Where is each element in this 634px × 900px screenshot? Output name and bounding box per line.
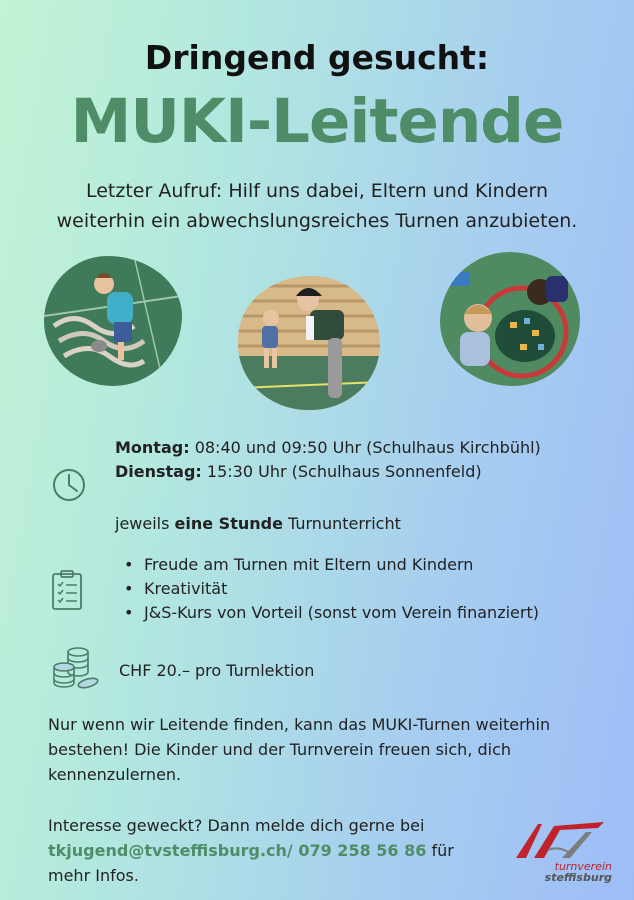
photo-adult-and-child — [238, 276, 380, 410]
duration-bold: eine Stunde — [174, 514, 283, 533]
photo-child-with-rope — [44, 256, 182, 386]
logo-line-2: steffisburg — [544, 871, 612, 884]
schedule-day: Montag: — [115, 438, 190, 457]
contact-email-phone[interactable]: tkjugend@tvsteffisburg.ch/ 079 258 56 86 — [48, 841, 427, 860]
turnverein-logo — [508, 818, 618, 886]
schedule-day: Dienstag: — [115, 462, 202, 481]
clipboard-checklist-icon — [50, 569, 84, 615]
schedule-tuesday — [115, 460, 482, 483]
requirements-list — [124, 553, 539, 625]
clock-icon — [51, 467, 87, 507]
schedule-monday — [115, 436, 541, 459]
photo-children-puzzle — [440, 252, 580, 386]
duration-post: Turnunterricht — [282, 514, 401, 533]
info-paragraph: Nur wenn wir Leitende finden, kann das MUKI-Turnen weiterhin bestehen! Die Kinder und der Turnverein freuen sich, dich kennenzulernen. — [48, 715, 551, 784]
coins-icon — [52, 645, 100, 695]
list-item: • J&S-Kurs von Vorteil (sonst vom Verein finanziert) — [124, 601, 539, 625]
schedule-time: 15:30 Uhr (Schulhaus Sonnenfeld) — [201, 462, 482, 481]
subtitle-line-2: weiterhin ein abwechslungsreiches Turnen anzubieten. — [56, 210, 578, 232]
duration-pre: jeweils — [115, 514, 175, 533]
lesson-duration — [115, 512, 401, 535]
heading: Dringend gesucht: — [144, 38, 490, 77]
logo-line-1: turnverein — [554, 860, 612, 873]
subtitle-line-1: Letzter Aufruf: Hilf uns dabei, Eltern und Kindern — [85, 180, 548, 202]
list-item: • Kreativität — [124, 577, 539, 601]
subtitle — [10, 176, 624, 236]
page-title: MUKI-Leitende — [70, 86, 564, 157]
schedule-time: 08:40 und 09:50 Uhr (Schulhaus Kirchbühl) — [189, 438, 541, 457]
contact-outro: für mehr Infos. — [48, 841, 454, 885]
contact-intro: Interesse geweckt? Dann melde dich gerne bei — [48, 816, 425, 835]
price: CHF 20.– pro Turnlektion — [119, 661, 315, 680]
list-item: • Freude am Turnen mit Eltern und Kindern — [124, 553, 539, 577]
contact-paragraph — [48, 813, 488, 888]
